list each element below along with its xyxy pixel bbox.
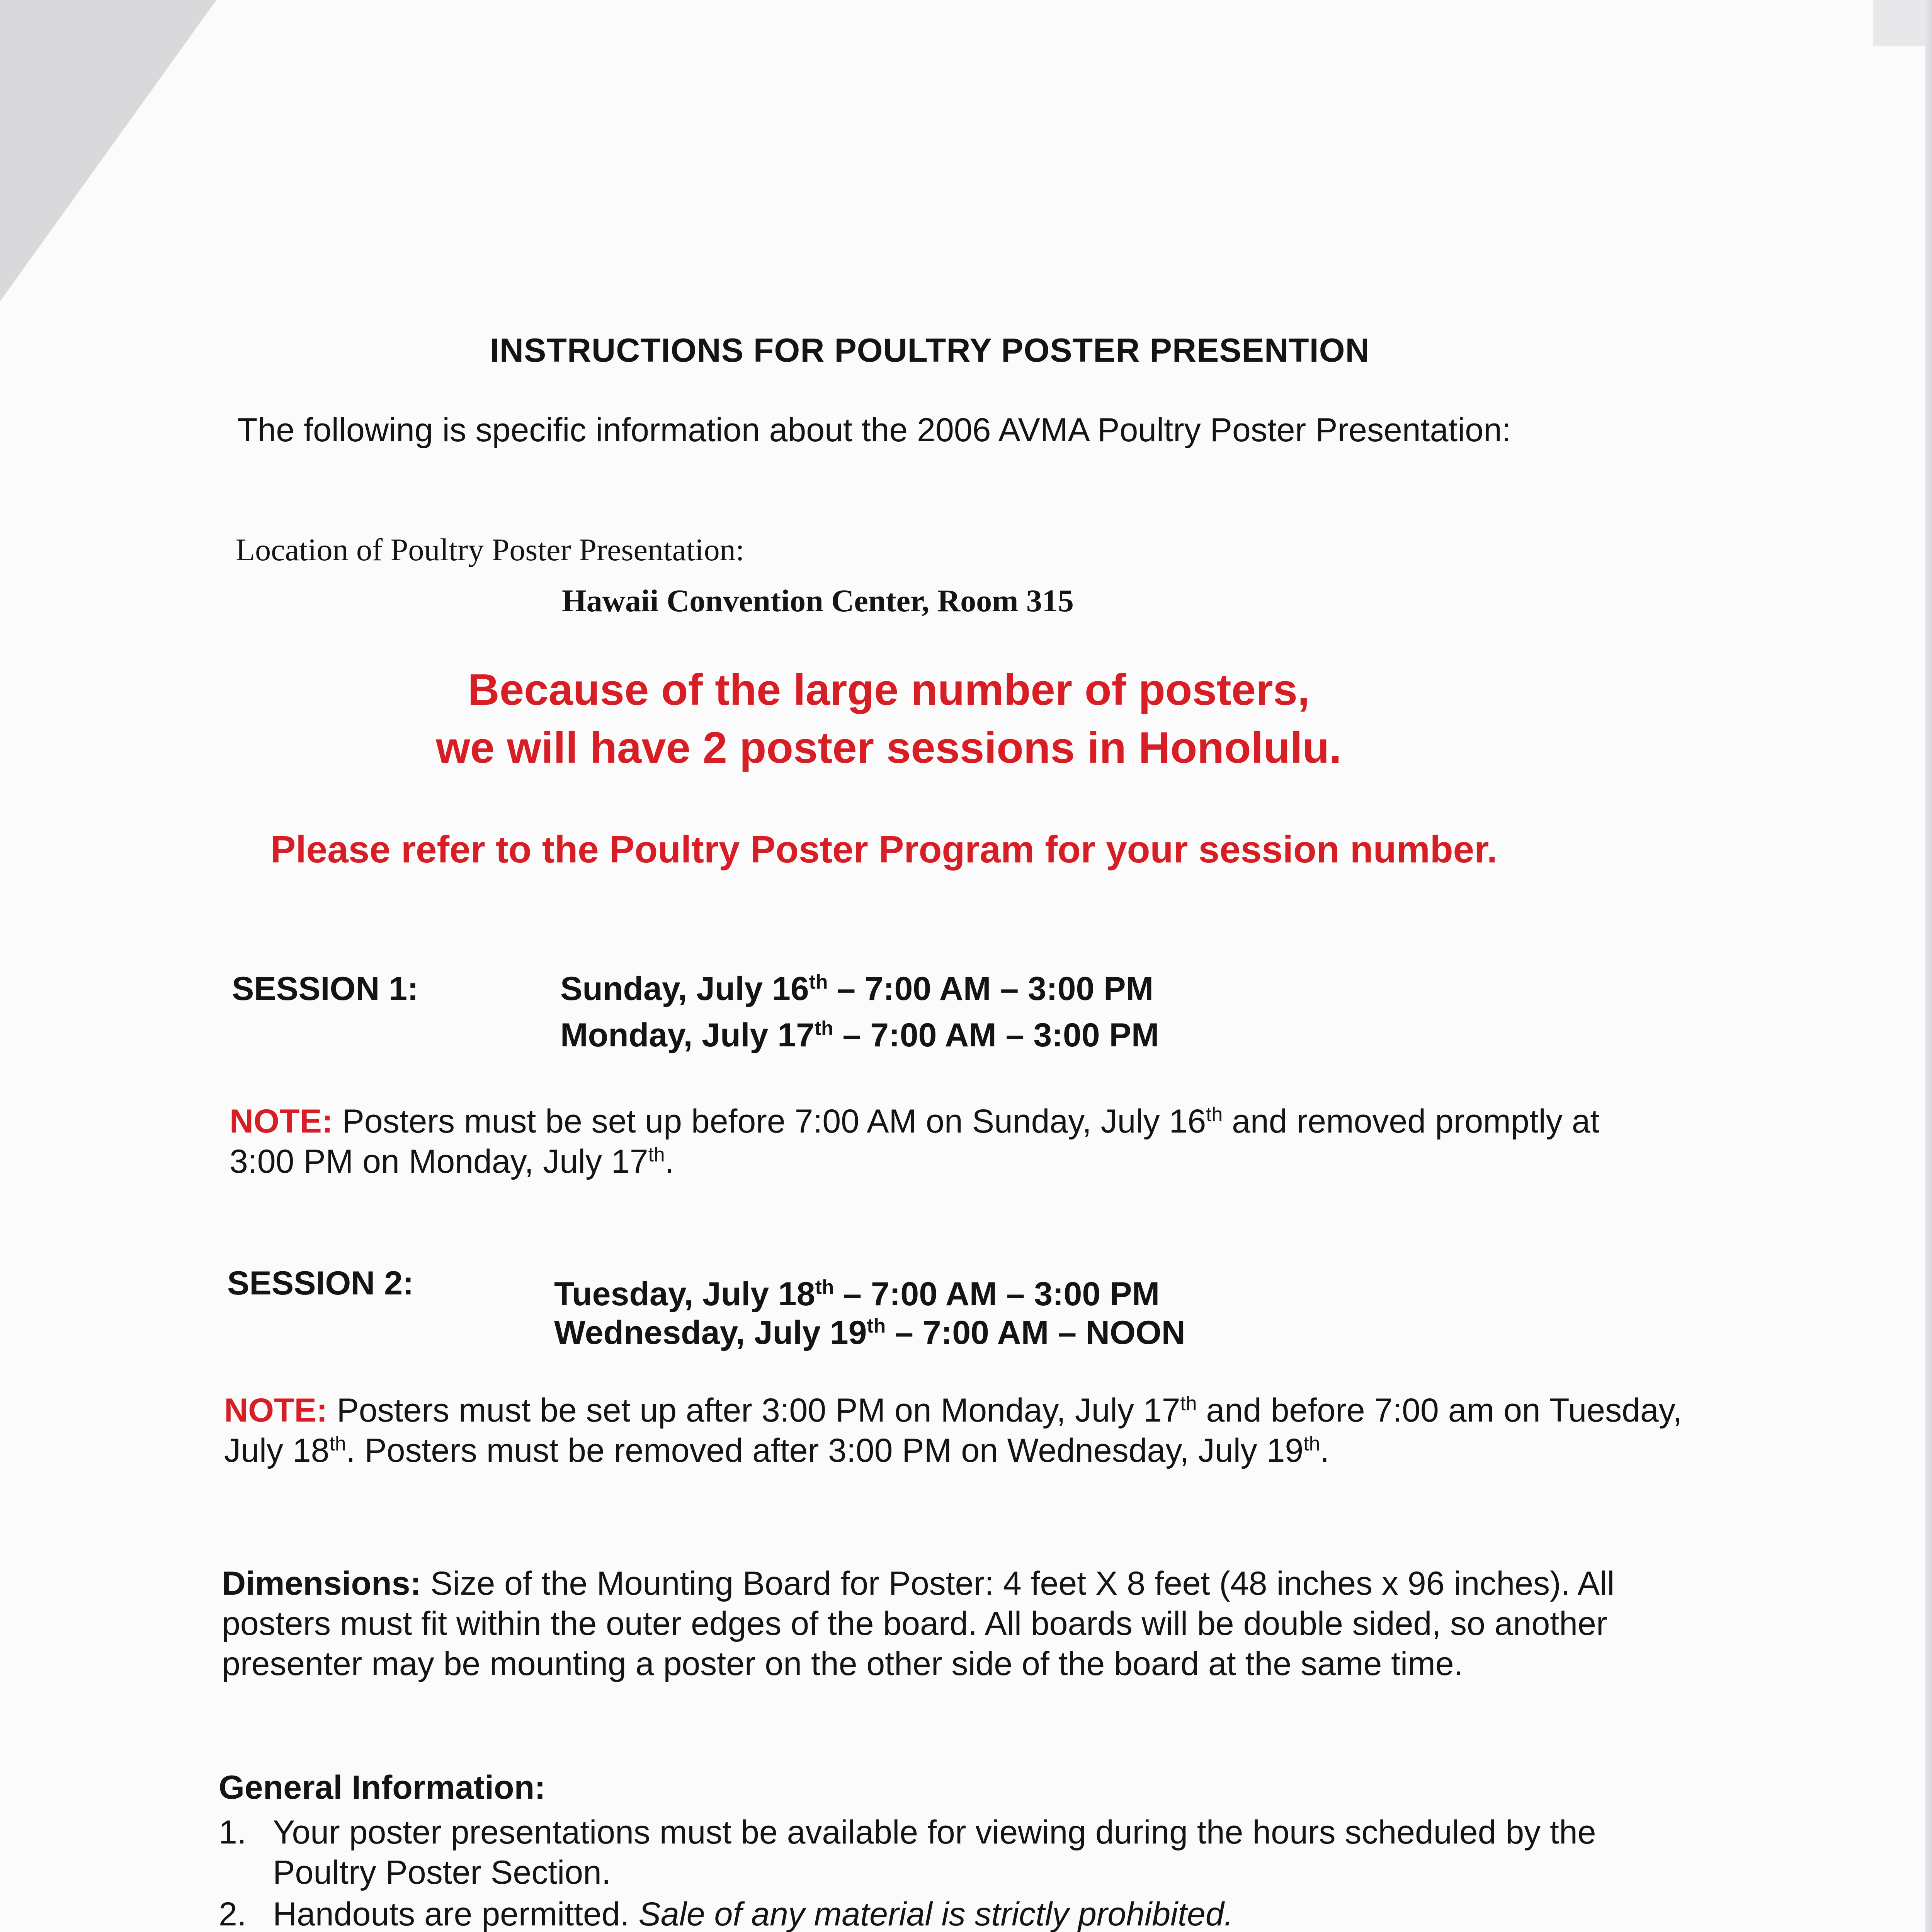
session-2-day-1: Tuesday, July 18th – 7:00 AM – 3:00 PM [554,1276,1160,1313]
session-2-label: SESSION 2: [227,1265,414,1302]
intro-text: The following is specific information about the 2006 AVMA Poultry Poster Presentation: [237,412,1511,449]
paper-edge [1873,0,1932,46]
page-edge-shadow [1925,0,1932,1932]
banner-line-1: Because of the large number of posters, [468,665,1310,714]
refer-program-line: Please refer to the Poultry Poster Program for your session number. [270,828,1498,871]
note-label: NOTE: [224,1392,328,1429]
session-2-day-2: Wednesday, July 19th – 7:00 AM – NOON [554,1314,1185,1351]
location-label: Location of Poultry Poster Presentation: [236,532,745,567]
banner-line-2: we will have 2 poster sessions in Honolulu. [436,723,1342,772]
folded-corner [0,0,216,301]
dimensions-paragraph: Dimensions: Size of the Mounting Board for Poster: 4 feet X 8 feet (48 inches x 96 inches). All posters must fit within the outer edges of the board. All boards will be double sided, so another presenter may be mounting a poster on the other side of the board at the same time. [222,1565,1615,1682]
list-item: 1. Your poster presentations must be available for viewing during the hours scheduled by the Poultry Poster Section. [219,1814,1596,1891]
session-1-note: NOTE: Posters must be set up before 7:00 AM on Sunday, July 16th and removed promptly at 3:00 PM on Monday, July 17th. [230,1103,1600,1180]
session-1-label: SESSION 1: [232,970,418,1007]
general-info-label: General Information: [219,1769,546,1806]
session-1-day-2: Monday, July 17th – 7:00 AM – 3:00 PM [560,1017,1159,1054]
dimensions-label: Dimensions: [222,1565,422,1602]
list-item: 2. Handouts are permitted. Sale of any material is strictly prohibited. [219,1896,1233,1932]
location-value: Hawaii Convention Center, Room 315 [562,583,1074,618]
note-label: NOTE: [230,1103,333,1140]
document-title: INSTRUCTIONS FOR POULTRY POSTER PRESENTION [490,332,1370,369]
session-2-note: NOTE: Posters must be set up after 3:00 PM on Monday, July 17th and before 7:00 am on Tuesday, July 18th. Posters must be removed after 3:00 PM on Wednesday, July 19th. [224,1392,1682,1469]
session-1-day-1: Sunday, July 16th – 7:00 AM – 3:00 PM [560,970,1154,1007]
